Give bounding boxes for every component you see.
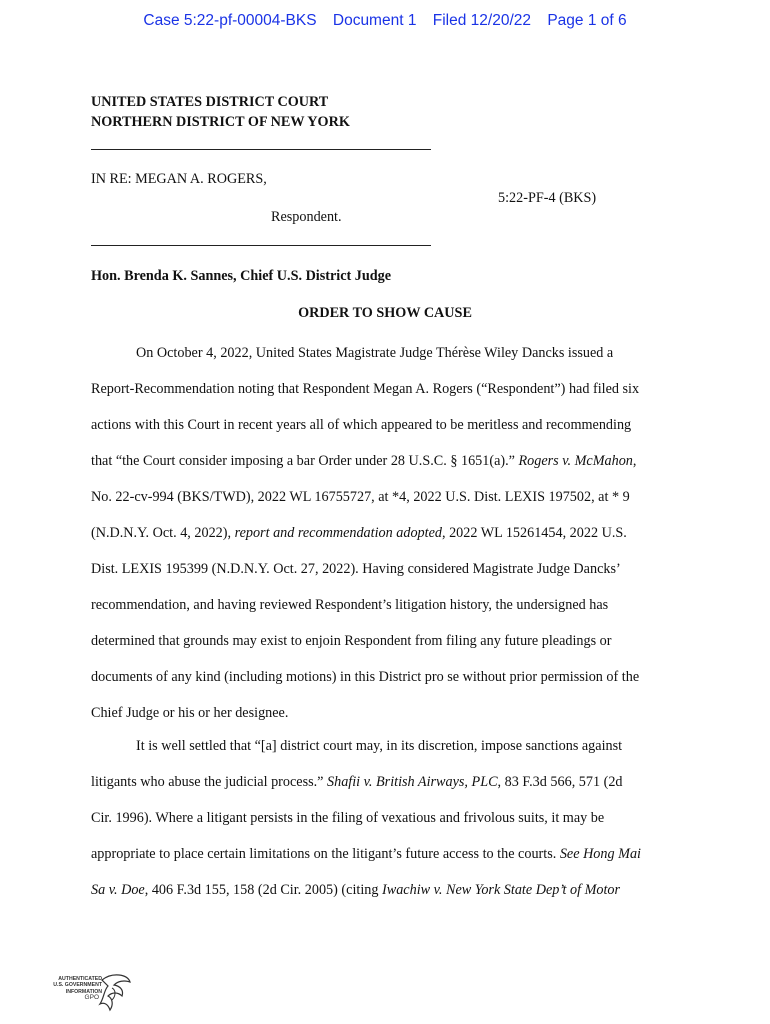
document-title: ORDER TO SHOW CAUSE: [298, 305, 472, 321]
judge-name: Hon. Brenda K. Sannes, Chief U.S. District Judge: [91, 268, 392, 284]
document-number-stamp: Document 1: [332, 12, 417, 29]
text-line: On October 4, 2022, United States Magistrate Judge Thérèse Wiley Dancks issued a: [136, 345, 614, 361]
text-line: (N.D.N.Y. Oct. 4, 2022), report and recommendation adopted, 2022 WL 15261454, 2022 U.S.: [91, 525, 627, 541]
text-line: documents of any kind (including motions) in this District pro se without prior permission of the: [91, 669, 640, 685]
text-line: determined that grounds may exist to enjoin Respondent from filing any future pleadings or: [91, 633, 612, 649]
eagle-icon: [98, 972, 132, 1018]
case-citation: Iwachiw v. New York State Dep’t of Motor: [382, 882, 621, 898]
text-line: Report-Recommendation noting that Respondent Megan A. Rogers (“Respondent”) had filed six: [91, 381, 640, 397]
text-line: litigants who abuse the judicial process.” Shafii v. British Airways, PLC, 83 F.3d 566, 571 (2d: [91, 774, 623, 790]
text-line: recommendation, and having reviewed Respondent’s litigation history, the undersigned has: [91, 597, 609, 613]
text-line: Sa v. Doe, 406 F.3d 155, 158 (2d Cir. 2005) (citing Iwachiw v. New York State Dep’t of Motor: [91, 882, 621, 898]
text-line: No. 22-cv-994 (BKS/TWD), 2022 WL 16755727, at *4, 2022 U.S. Dist. LEXIS 197502, at * 9: [91, 489, 630, 505]
case-citation: Rogers v. McMahon: [518, 453, 633, 469]
court-name: UNITED STATES DISTRICT COURT: [91, 94, 329, 110]
case-citation: report and recommendation adopted: [234, 525, 442, 541]
text-line: appropriate to place certain limitations on the litigant’s future access to the courts. See Hong Mai: [91, 846, 641, 862]
page-count-stamp: Page 1 of 6: [547, 12, 627, 29]
caption-rule-bottom: [91, 245, 431, 246]
case-citation: Shafii v. British Airways, PLC: [327, 774, 498, 790]
text-line: Chief Judge or his or her designee.: [91, 705, 289, 721]
text-line: that “the Court consider imposing a bar Order under 28 U.S.C. § 1651(a).” Rogers v. McMahon,: [91, 453, 637, 469]
district-name: NORTHERN DISTRICT OF NEW YORK: [91, 114, 350, 130]
text-line: actions with this Court in recent years all of which appeared to be meritless and recommending: [91, 417, 632, 433]
filing-header: [0, 12, 770, 30]
party-role: Respondent.: [271, 209, 342, 225]
case-citation: Sa v. Doe: [91, 882, 145, 898]
text-line: Cir. 1996). Where a litigant persists in the filing of vexatious and frivolous suits, it may be: [91, 810, 605, 826]
case-number: 5:22-PF-4 (BKS): [498, 190, 597, 206]
case-citation: See Hong Mai: [559, 846, 641, 862]
case-number-stamp: Case 5:22-pf-00004-BKS: [143, 12, 317, 29]
gpo-seal-text: AUTHENTICATED U.S. GOVERNMENT INFORMATION GPO: [53, 976, 102, 1002]
in-re-party: IN RE: MEGAN A. ROGERS,: [91, 171, 267, 187]
filed-date-stamp: Filed 12/20/22: [432, 12, 532, 29]
caption-rule-top: [91, 149, 431, 150]
text-line: Dist. LEXIS 195399 (N.D.N.Y. Oct. 27, 2022). Having considered Magistrate Judge Dancks’: [91, 561, 621, 577]
text-line: It is well settled that “[a] district court may, in its discretion, impose sanctions against: [136, 738, 623, 754]
gpo-authentication-seal: [40, 972, 132, 1018]
